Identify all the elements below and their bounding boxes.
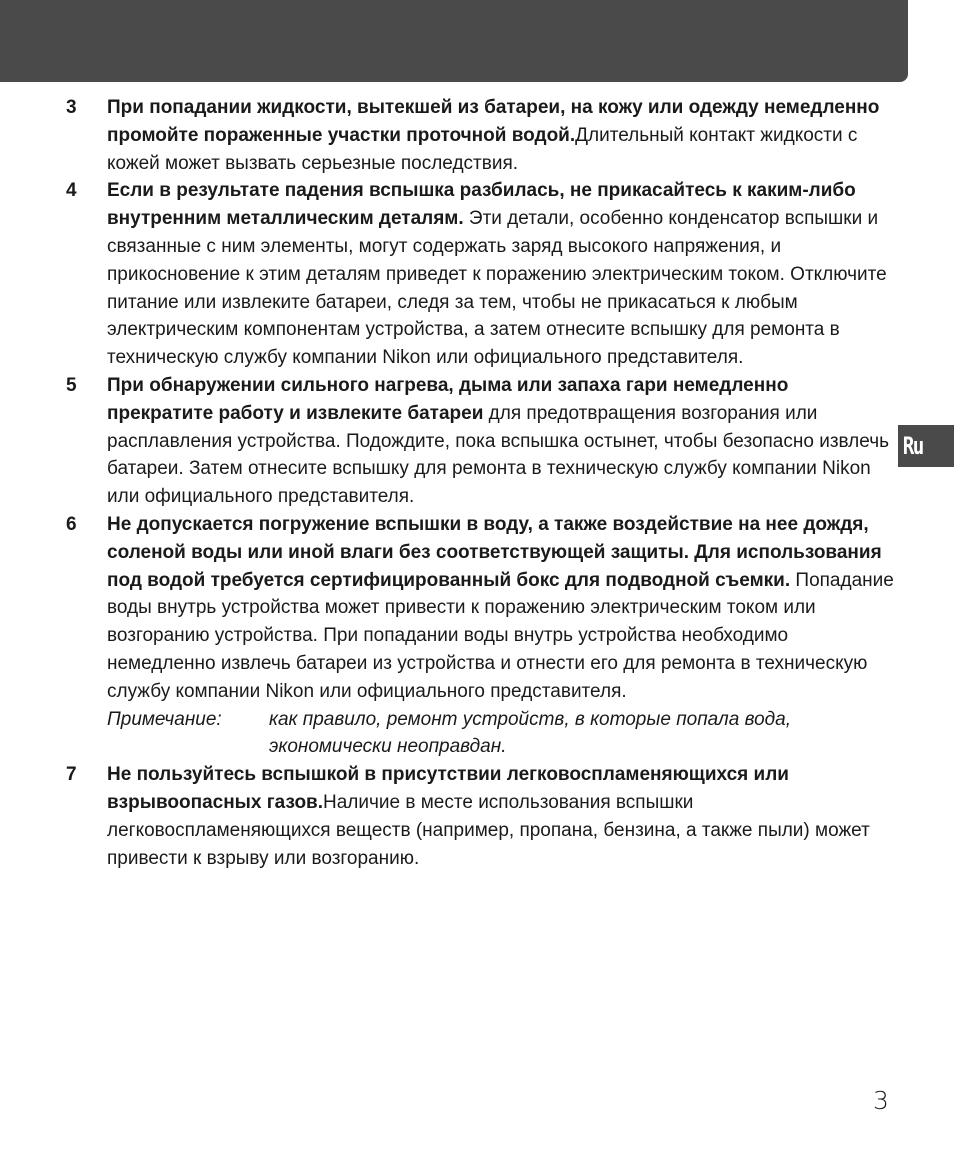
header-bar bbox=[0, 0, 908, 82]
item-text bbox=[107, 372, 895, 511]
item-warning: При обнаружении сильного нагрева, дыма или запаха гари немедленно прекратите работу и извлеките батареи bbox=[107, 374, 789, 424]
item-description: Наличие в месте использования вспышки легковоспламеняющихся веществ (например, пропана, бензина, а также пыли) может привести к взрыву или возгоранию. bbox=[107, 791, 870, 869]
item-number: 3 bbox=[66, 97, 77, 118]
item-warning: Не допускается погружение вспышки в воду, а также воздействие на нее дождя, соленой воды или иной влаги без соответствующей защиты. Для использования под водой требуется сертифицированный бокс для подводной съемки. bbox=[107, 513, 882, 591]
item-text bbox=[107, 511, 895, 706]
item-warning: Не пользуйтесь вспышкой в присутствии легковоспламеняющихся или взрывоопасных газов. bbox=[107, 764, 789, 813]
item-text bbox=[107, 177, 895, 372]
item-text bbox=[107, 94, 895, 177]
list-item bbox=[0, 372, 895, 511]
list-item bbox=[0, 177, 895, 372]
item-text bbox=[107, 761, 895, 872]
note-text: как правило, ремонт устройств, в которые попала вода, экономически неоправдан. bbox=[269, 708, 792, 758]
item-warning: При попадании жидкости, вытекшей из батареи, на кожу или одежду немедленно промойте пораженные участки проточной водой. bbox=[107, 97, 880, 146]
item-warning: Если в результате падения вспышка разбилась, не прикасайтесь к каким-либо внутренним металлическим деталям. bbox=[107, 180, 856, 230]
note-label: Примечание: bbox=[107, 708, 222, 730]
item-number: 6 bbox=[66, 513, 77, 535]
list-item bbox=[0, 94, 895, 177]
item-description: Длительный контакт жидкости с кожей может вызвать серьезные последствия. bbox=[107, 124, 858, 174]
item-number: 7 bbox=[66, 764, 77, 786]
page-number: 3 bbox=[873, 1086, 889, 1115]
item-description: Эти детали, особенно конденсатор вспышки и связанные с ним элементы, могут содержать заряд высокого напряжения, и прикосновение к этим деталям приведет к поражению электрическим током. Отключите питание или извлеките батареи, следя за тем, чтобы не прикасаться к любым электрическим компонентам устройства, а затем отнесите вспышку для ремонта в техническую службу компании Nikon или официального представителя. bbox=[107, 208, 887, 369]
item-number: 4 bbox=[66, 180, 77, 202]
item-note bbox=[0, 706, 895, 762]
list-item bbox=[0, 511, 895, 706]
item-description: Попадание воды внутрь устройства может привести к поражению электрическим током или возгоранию устройства. При попадании воды внутрь устройства необходимо немедленно извлечь батареи из устройства и отнести его для ремонта в техническую службу компании Nikon или официального представителя. bbox=[107, 569, 894, 702]
item-description: для предотвращения возгорания или расплавления устройства. Подождите, пока вспышка остынет, чтобы безопасно извлечь батареи. Затем отнесите вспышку для ремонта в техническую службу компании Nikon или официального представителя. bbox=[107, 402, 890, 508]
item-number: 5 bbox=[66, 374, 77, 396]
language-tab bbox=[898, 425, 954, 467]
list-item bbox=[0, 761, 895, 872]
safety-list bbox=[0, 94, 895, 872]
language-tab-label: Ru bbox=[902, 432, 923, 460]
